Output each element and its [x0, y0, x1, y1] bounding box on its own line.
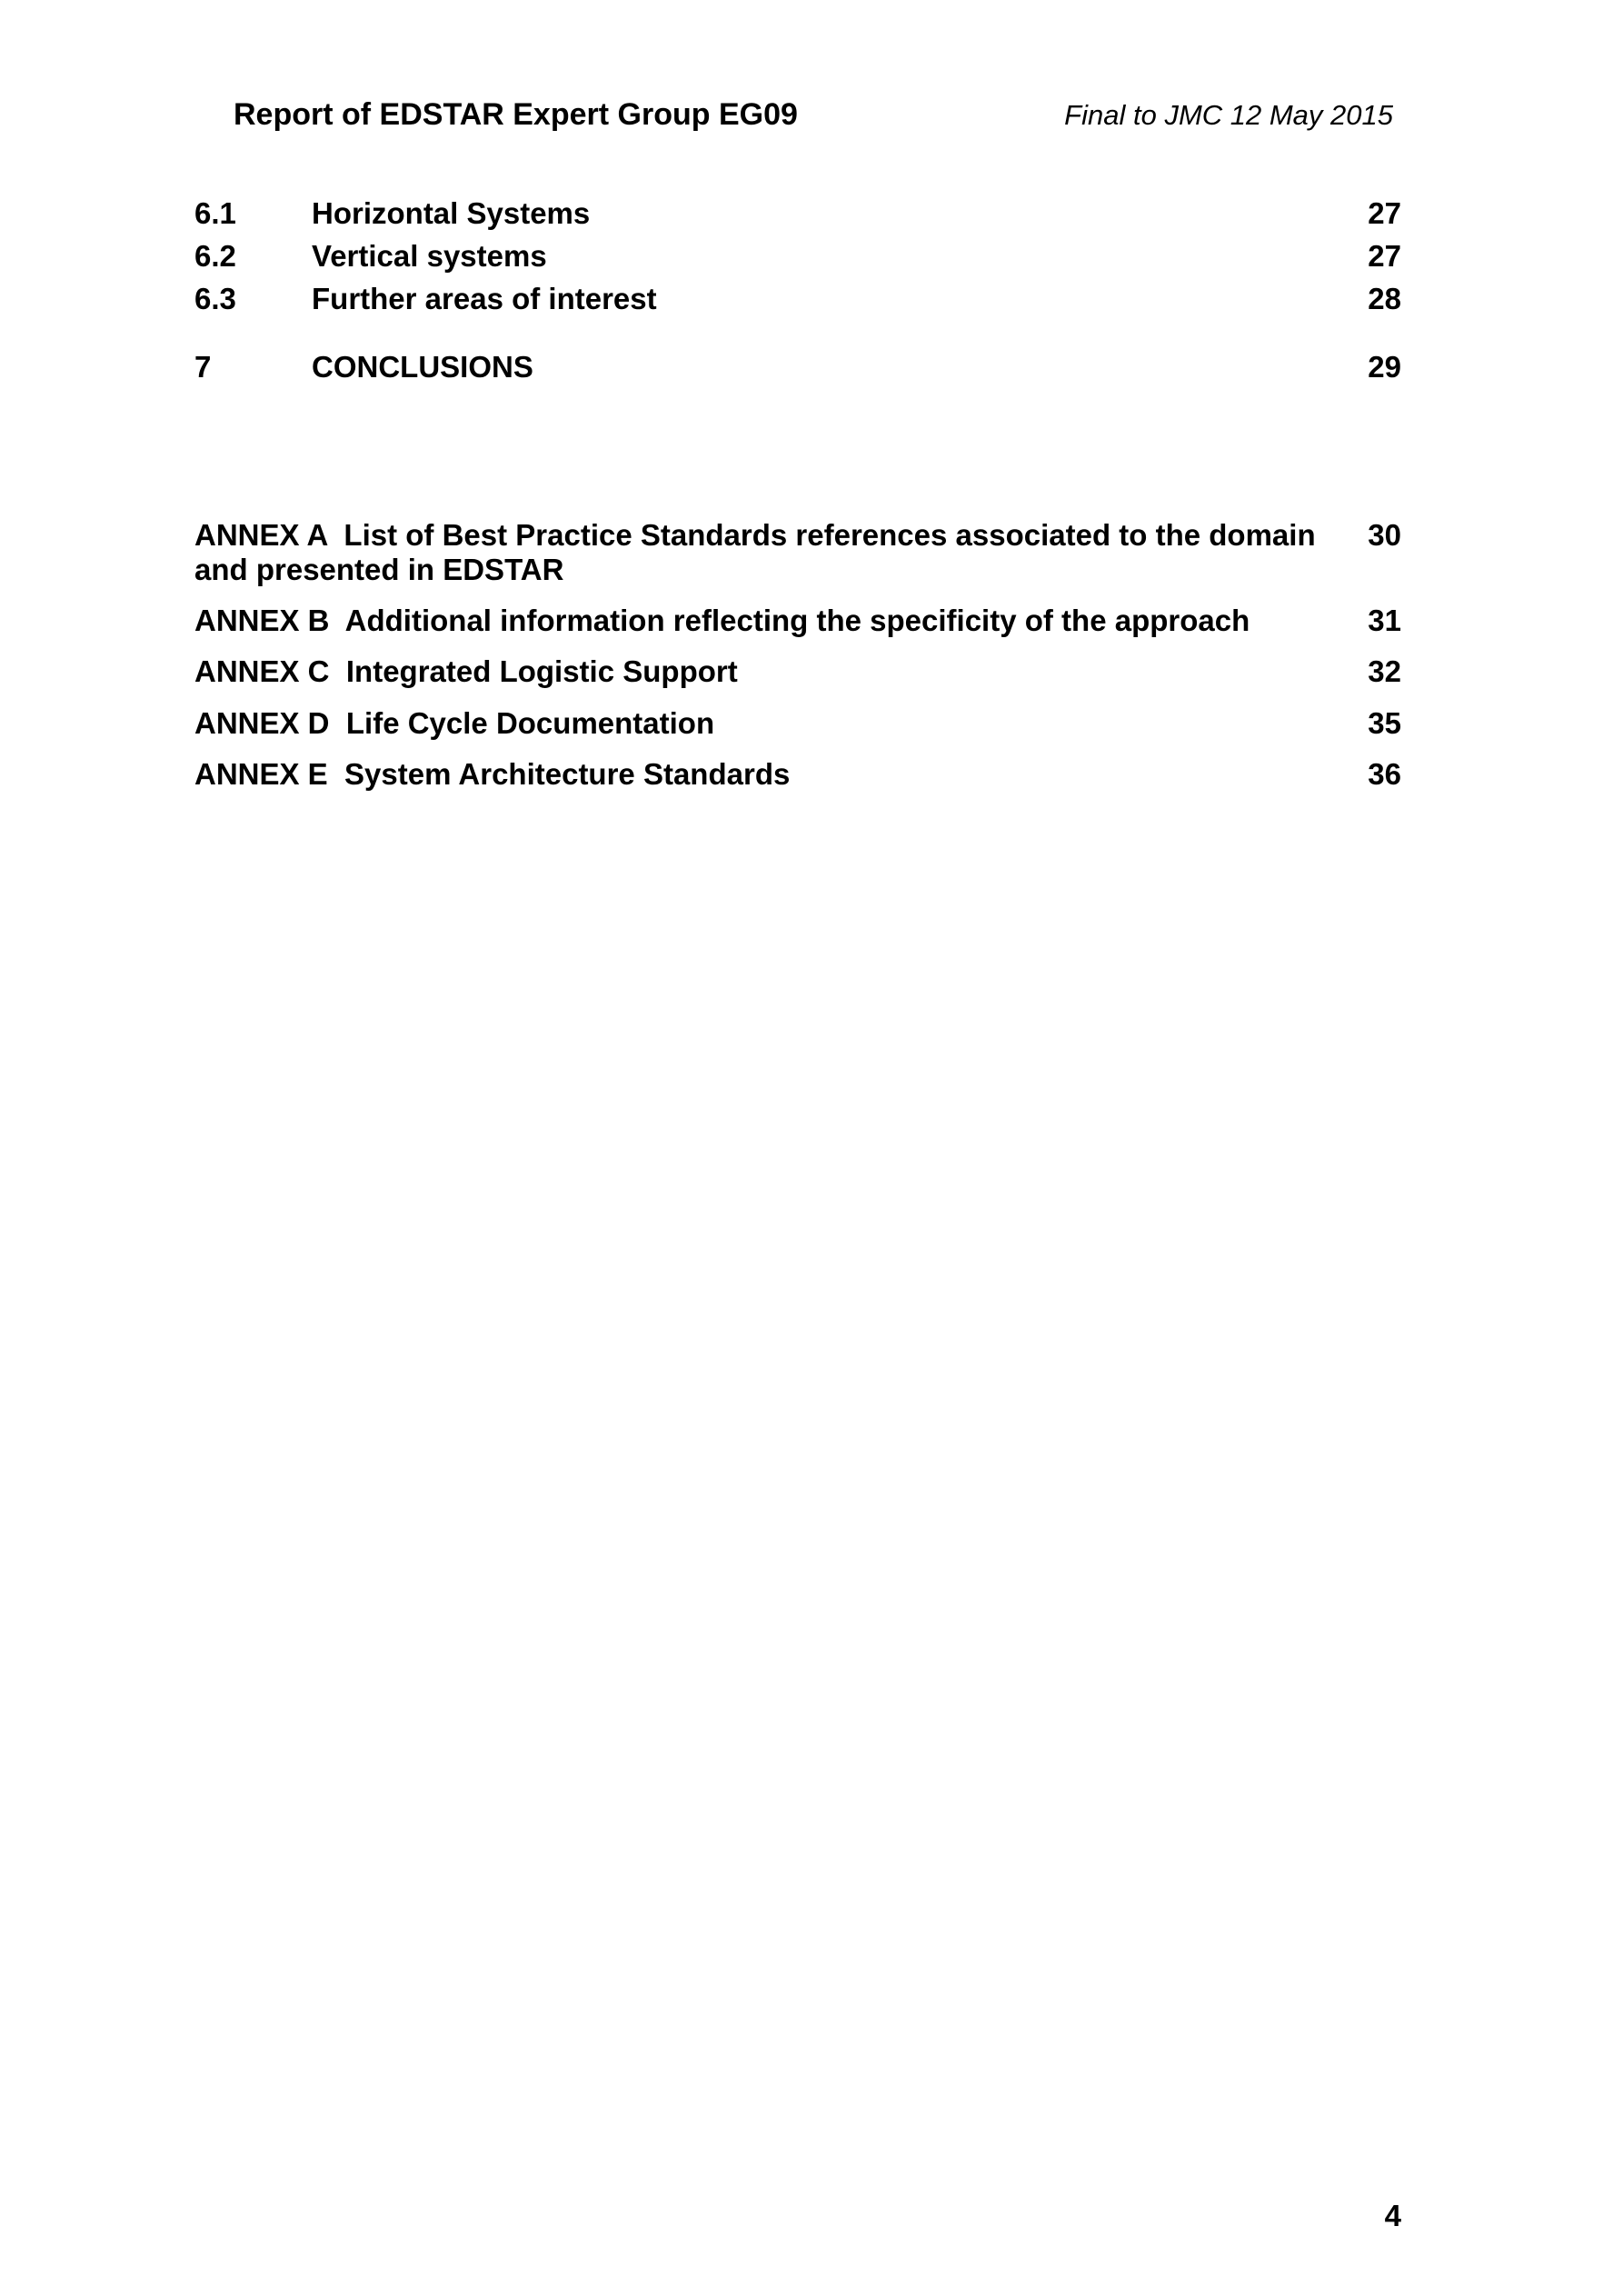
- toc-section-title: Further areas of interest: [312, 282, 657, 315]
- toc-page-number: 30: [1368, 518, 1401, 552]
- toc-entry-annex-a[interactable]: [194, 518, 1401, 587]
- toc-section-number: 6.3: [194, 282, 236, 315]
- toc-section-number: 6.2: [194, 239, 236, 273]
- toc-page-number: 29: [1368, 350, 1401, 384]
- page-number: 4: [1384, 2199, 1401, 2232]
- report-title: Report of EDSTAR Expert Group EG09: [234, 97, 798, 132]
- annex-text: [194, 604, 1339, 638]
- toc-section-title: Horizontal Systems: [312, 196, 591, 230]
- toc-page-number: 27: [1368, 196, 1401, 230]
- annex-label: ANNEX A: [194, 518, 328, 552]
- annex-label: ANNEX E: [194, 757, 328, 791]
- toc-page-number: 27: [1368, 239, 1401, 273]
- toc-page-number: 32: [1368, 654, 1401, 688]
- annex-text: [194, 706, 1339, 741]
- annex-title: Integrated Logistic Support: [345, 654, 738, 688]
- toc-page-number: 36: [1368, 757, 1401, 791]
- annex-label: ANNEX B: [194, 604, 330, 637]
- toc-section-title: CONCLUSIONS: [312, 350, 533, 384]
- toc-entry-annex-e[interactable]: [194, 757, 1401, 792]
- annex-title: System Architecture Standards: [344, 757, 791, 791]
- annex-text: [194, 654, 1339, 689]
- annex-label: ANNEX D: [194, 706, 330, 740]
- toc-section-number: 7: [194, 350, 212, 384]
- toc-page-number: 35: [1368, 706, 1401, 740]
- annex-text: [194, 518, 1339, 587]
- annex-title: List of Best Practice Standards references associated to the domain and presented in EDSTAR: [194, 518, 1316, 586]
- annex-label: ANNEX C: [194, 654, 330, 688]
- toc-section-title: Vertical systems: [312, 239, 547, 273]
- toc-page-number: 28: [1368, 282, 1401, 315]
- annex-title: Additional information reflecting the specificity of the approach: [344, 604, 1250, 637]
- report-status: Final to JMC 12 May 2015: [1064, 99, 1393, 131]
- toc-section-number: 6.1: [194, 196, 236, 230]
- annex-text: [194, 757, 1339, 792]
- annex-title: Life Cycle Documentation: [345, 706, 715, 740]
- toc-entry-annex-b[interactable]: [194, 604, 1401, 638]
- toc-entry-annex-c[interactable]: [194, 654, 1401, 689]
- toc-entry-annex-d[interactable]: [194, 706, 1401, 741]
- toc-page-number: 31: [1368, 604, 1401, 637]
